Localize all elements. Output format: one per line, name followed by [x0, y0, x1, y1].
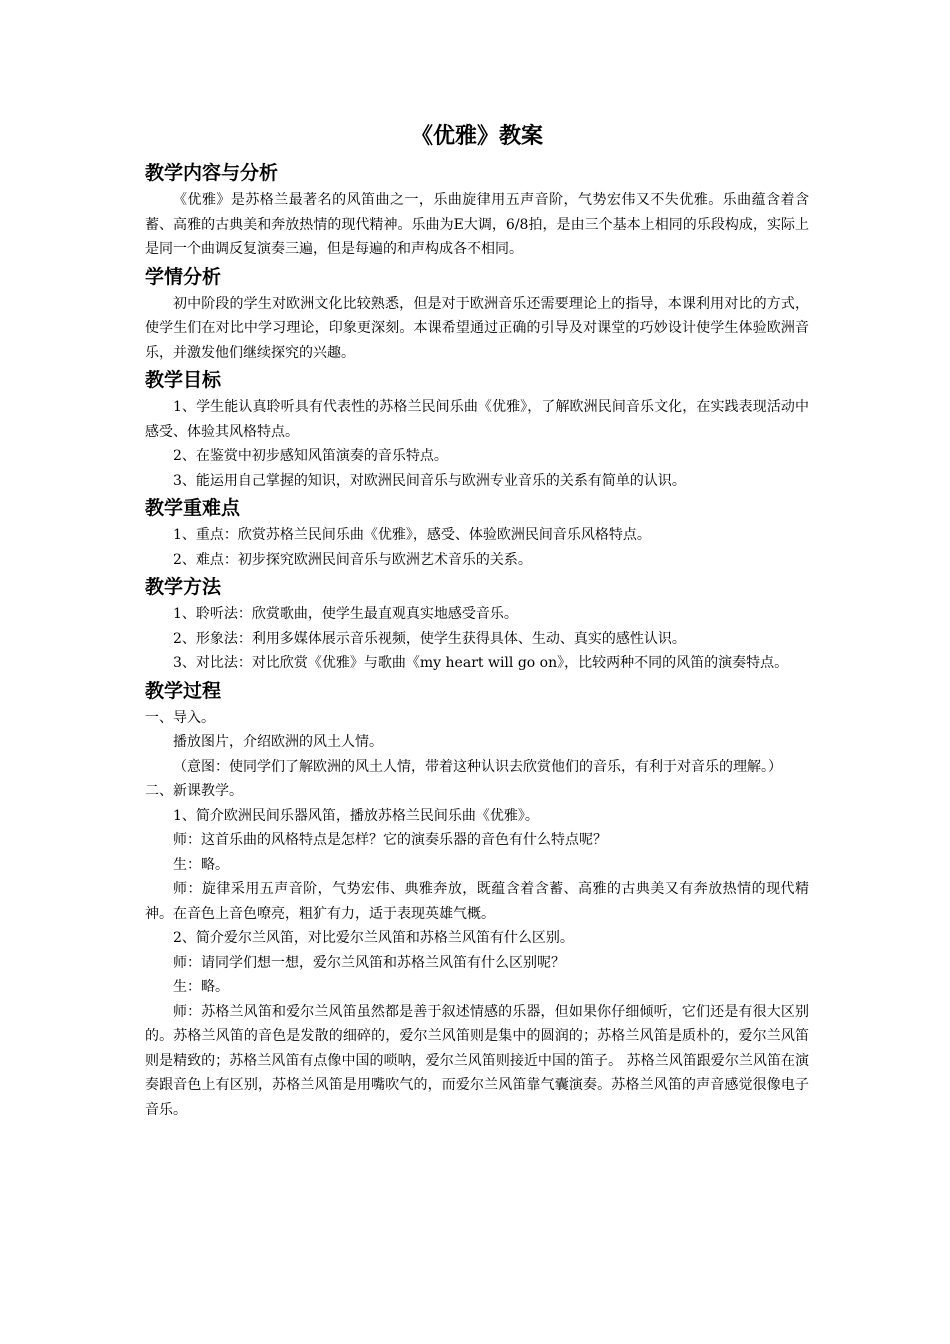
process-line: （意图：使同学们了解欧洲的风土人情，带着这种认识去欣赏他们的音乐，有利于对音乐的理解。）: [173, 758, 782, 775]
section-teaching-process: [145, 678, 809, 1123]
process-line: 播放图片，介绍欧洲的风土人情。: [173, 734, 383, 750]
process-line: 1、简介欧洲民间乐器风笛，播放苏格兰民间乐曲《优雅》。: [173, 807, 539, 824]
process-line: 生：略。: [173, 979, 229, 995]
section-heading: 教学方法: [145, 576, 222, 598]
list-item: 2、形象法：利用多媒体展示音乐视频，使学生获得具体、生动、真实的感性认识。: [173, 630, 686, 647]
section-heading: 教学内容与分析: [145, 162, 279, 184]
list-item: 2、在鉴赏中初步感知风笛演奏的音乐特点。: [173, 448, 448, 464]
list-item: 1、聆听法：欣赏歌曲，使学生最直观真实地感受音乐。: [173, 606, 518, 622]
process-line: 生：略。: [173, 856, 229, 873]
section-heading: 教学重难点: [145, 497, 241, 519]
document-title: 《优雅》教案: [410, 124, 543, 149]
list-item: 3、能运用自己掌握的知识，对欧洲民间音乐与欧洲专业音乐的关系有简单的认识。: [173, 472, 686, 489]
paragraph: 《优雅》是苏格兰最著名的风笛曲之一，乐曲旋律用五声音阶，气势宏伟又不失优雅。乐曲蕴含着含蓄、高雅的古典美和奔放热情的现代精神。乐曲为E大调，6/8拍，是由三个基本上相同的乐段构成，实际上是同一个曲调反复演奏三遍，但是每遍的和声构成各不相同。: [145, 192, 809, 257]
process-line: 师：苏格兰风笛和爱尔兰风笛虽然都是善于叙述情感的乐器，但如果你仔细倾听，它们还是有很大区别的。苏格兰风笛的音色是发散的细碎的，爱尔兰风笛则是集中的圆润的；苏格兰风笛是质朴的，爱尔兰风笛则是精致的；苏格兰风笛有点像中国的唢呐，爱尔兰风笛则接近中国的笛子。 苏格兰风笛跟爱尔兰风笛在演奏跟音色上有区别，苏格兰风笛是用嘴吹气的，而爱尔兰风笛靠气囊演奏。苏格兰风笛的声音感觉很像电子音乐。: [145, 1003, 809, 1118]
process-line: 师：请同学们想一想，爱尔兰风笛和苏格兰风笛有什么区别呢？: [173, 954, 565, 971]
section-teaching-methods: [145, 574, 809, 676]
section-student-analysis: [145, 264, 809, 366]
section-teaching-goals: [145, 367, 809, 493]
list-item: 3、对比法：对比欣赏《优雅》与歌曲《my heart will go on》，比较两种不同的风笛的演奏特点。: [173, 655, 789, 671]
process-line: 2、简介爱尔兰风笛，对比爱尔兰风笛和苏格兰风笛有什么区别。: [173, 930, 574, 946]
list-item: 1、学生能认真聆听具有代表性的苏格兰民间乐曲《优雅》，了解欧洲民间音乐文化，在实践表现活动中感受、体验其风格特点。: [145, 399, 809, 440]
process-line: 一、导入。: [145, 709, 215, 726]
section-heading: 教学过程: [145, 679, 222, 702]
paragraph: 初中阶段的学生对欧洲文化比较熟悉，但是对于欧洲音乐还需要理论上的指导，本课利用对比的方式，使学生们在对比中学习理论，印象更深刻。本课希望通过正确的引导及对课堂的巧妙设计使学生体验欧洲音乐，并激发他们继续探究的兴趣。: [145, 295, 809, 361]
section-heading: 教学目标: [145, 369, 222, 391]
section-heading: 学情分析: [145, 265, 222, 288]
list-item: 1、重点：欣赏苏格兰民间乐曲《优雅》，感受、体验欧洲民间音乐风格特点。: [173, 527, 651, 543]
section-key-points: [145, 495, 809, 572]
list-item: 2、难点：初步探究欧洲民间音乐与欧洲艺术音乐的关系。: [173, 551, 532, 568]
document-page: [145, 122, 809, 1122]
process-line: 二、新课教学。: [145, 783, 243, 799]
process-line: 师：这首乐曲的风格特点是怎样？它的演奏乐器的音色有什么特点呢？: [173, 832, 607, 848]
process-line: 师：旋律采用五声音阶，气势宏伟、典雅奔放，既蕴含着含蓄、高雅的古典美又有奔放热情的现代精神。在音色上音色嘹亮，粗犷有力，适于表现英雄气概。: [145, 881, 809, 922]
section-content-analysis: [145, 160, 809, 262]
